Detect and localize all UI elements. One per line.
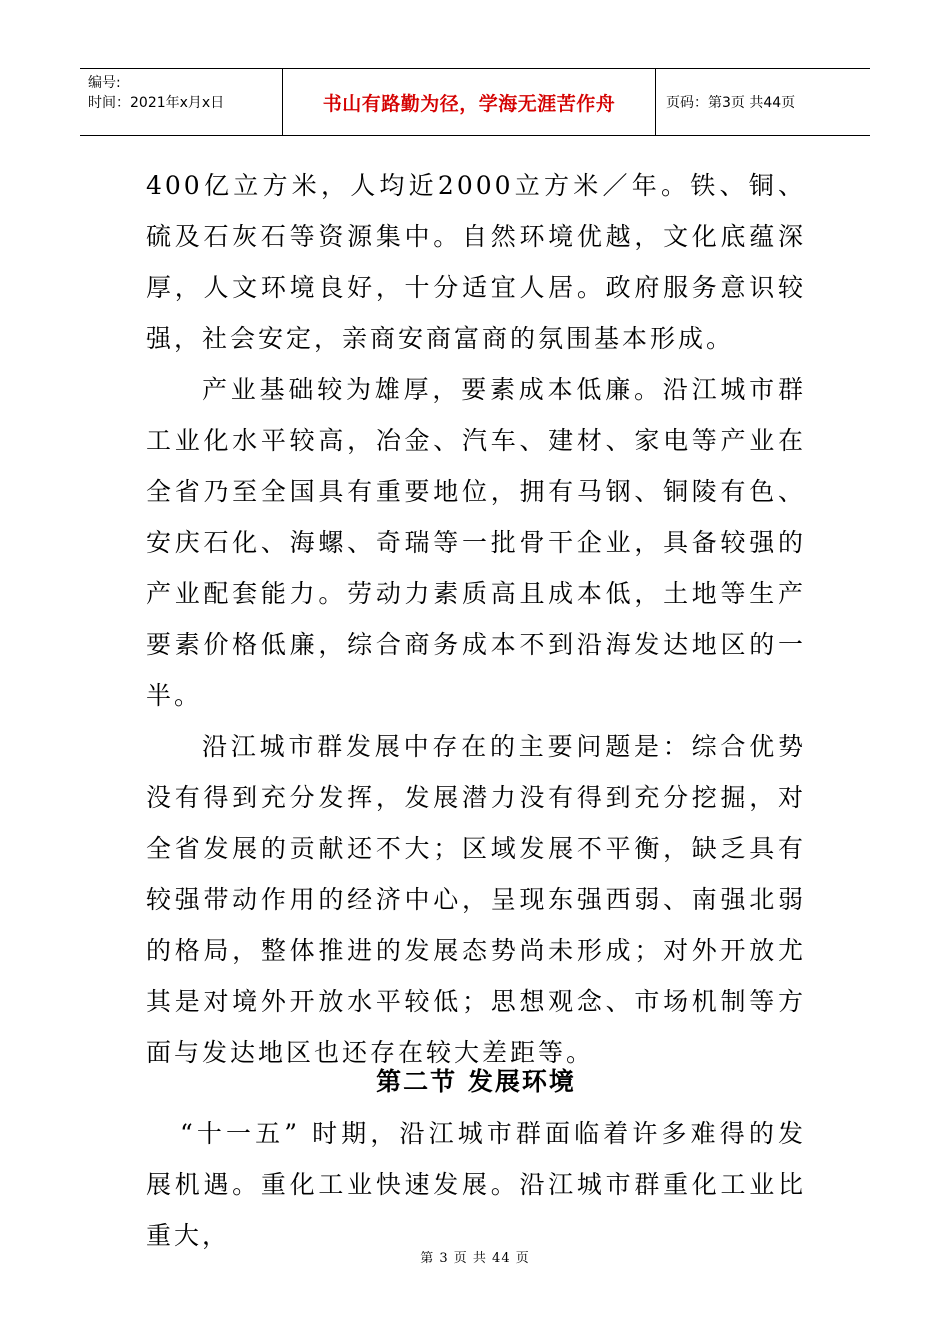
section-title: 第二节 发展环境 — [376, 1067, 576, 1096]
header-meta — [80, 69, 282, 135]
paragraph-3: 沿江城市群发展中存在的主要问题是：综合优势没有得到充分发挥，发展潜力没有得到充分挖掘，对全省发展的贡献还不大；区域发展不平衡，缺乏具有较强带动作用的经济中心，呈现东强西弱、南强北弱的格局，整体推进的发展态势尚未形成；对外开放尤其是对境外开放水平较低；思想观念、市场机制等方面与发达地区也还存在较大差距等。 — [146, 732, 806, 1067]
paragraph-2: 产业基础较为雄厚，要素成本低廉。沿江城市群工业化水平较高，冶金、汽车、建材、家电等产业在全省乃至全国具有重要地位，拥有马钢、铜陵有色、安庆石化、海螺、奇瑞等一批骨干企业，具备较强的产业配套能力。劳动力素质高且成本低，土地等生产要素价格低廉，综合商务成本不到沿海发达地区的一半。 — [146, 375, 806, 710]
paragraph-4: “十一五” 时期，沿江城市群面临着许多难得的发展机遇。重化工业快速发展。沿江城市群重化工业比重大， — [146, 1119, 806, 1250]
body-text-continued — [146, 1108, 806, 1261]
time-label: 时间：2021年x月x日 — [88, 95, 225, 111]
header-motto: 书山有路勤为径，学海无涯苦作舟 — [282, 69, 656, 135]
paragraph-1: 400亿立方米，人均近2000立方米／年。铁、铜、硫及石灰石等资源集中。自然环境优越，文化底蕴深厚，人文环境良好，十分适宜人居。政府服务意识较强，社会安定，亲商安商富商的氛围基本形成。 — [146, 171, 806, 353]
page-footer: 第 3 页 共 44 页 — [420, 1251, 530, 1266]
number-label: 编号: — [88, 75, 121, 91]
header-page-info: 页码：第3页 共44页 — [666, 95, 796, 111]
body-text — [146, 160, 806, 1078]
page-header — [80, 68, 870, 136]
